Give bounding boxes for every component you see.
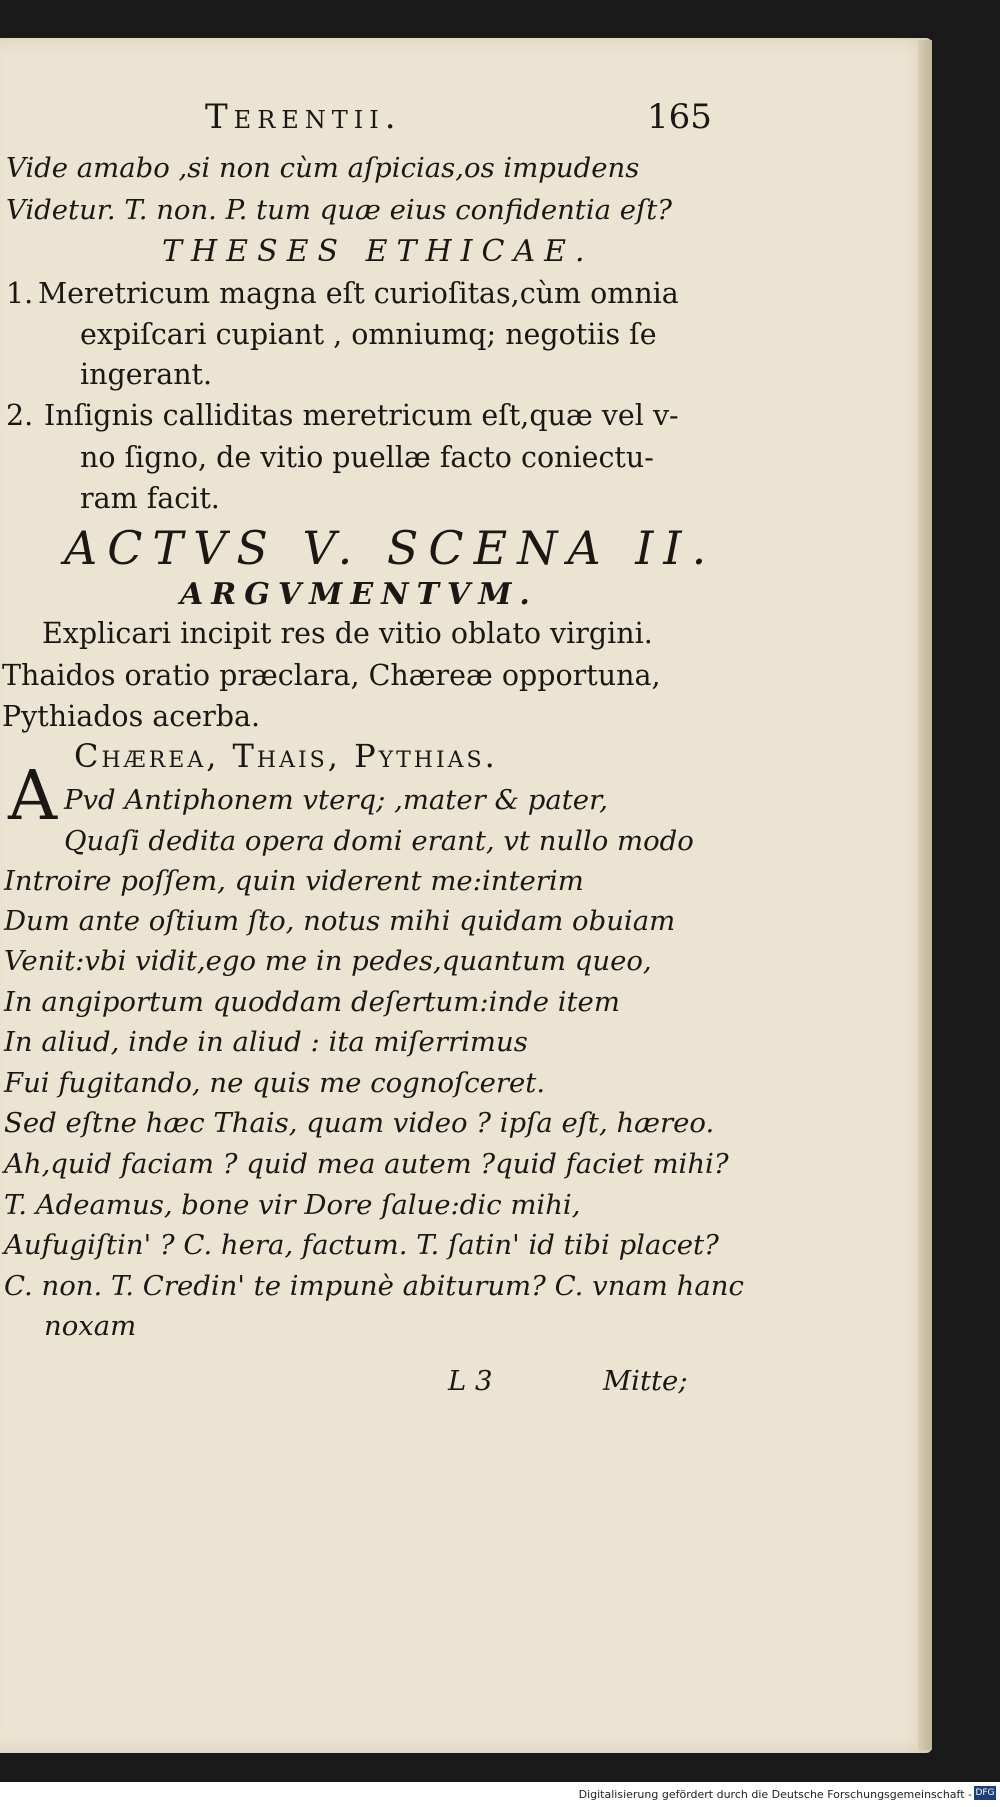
signature-mark: L 3 — [448, 1365, 493, 1397]
thesis-1-line-1: Meretricum magna eſt curioſitas,cùm omnia — [38, 277, 679, 310]
argument-line-1: Explicari incipit res de vitio oblato virgini. — [42, 617, 653, 650]
running-title: Terentii. — [205, 97, 402, 137]
verse-line-2: Quaſi dedita opera domi erant, vt nullo modo — [64, 825, 694, 857]
argument-line-2: Thaidos oratio præclara, Chæreæ opportuna, — [2, 659, 661, 692]
argument-heading: ARGVMENTVM. — [180, 577, 538, 612]
verse-line-11: T. Adeamus, bone vir Dore ſalue:dic mihi, — [4, 1189, 581, 1221]
verse-line-9: Sed eſtne hæc Thais, quam video ? ipſa eſt, hæreo. — [4, 1107, 715, 1139]
theses-heading: THESES ETHICAE. — [162, 234, 594, 269]
page-number: 165 — [647, 97, 712, 137]
verse-line-12: Aufugiſtin' ? C. hera, factum. T. ſatin' id tibi placet? — [4, 1229, 719, 1261]
verse-line-3: Introire poſſem, quin viderent me:interim — [4, 865, 584, 897]
verse-line-13: C. non. T. Credin' te impunè abiturum? C. vnam hanc — [4, 1270, 744, 1302]
verse-line-6: In angiportum quoddam deſertum:inde item — [4, 986, 620, 1018]
opening-line-1: Vide amabo ,si non cùm aſpicias,os impudens — [6, 152, 640, 184]
thesis-2-line-3: ram facit. — [80, 482, 220, 515]
dfg-logo: DFG — [975, 1788, 995, 1798]
cast-list: Chærea, Thais, Pythias. — [74, 737, 498, 775]
verse-line-10: Ah,quid faciam ? quid mea autem ?quid faciet mihi? — [4, 1148, 729, 1180]
verse-line-4: Dum ante oſtium ſto, notus mihi quidam obuiam — [4, 905, 676, 937]
act-scene-heading: ACTVS V. SCENA II. — [64, 521, 717, 575]
thesis-2-line-1: Inſignis calliditas meretricum eſt,quæ vel v- — [44, 399, 679, 432]
verse-line-7: In aliud, inde in aliud : ita miſerrimus — [4, 1026, 528, 1058]
attribution-text: Digitalisierung gefördert durch die Deutsche Forschungsgemeinschaft - — [578, 1788, 972, 1801]
thesis-1-line-2: expiſcari cupiant , omniumq; negotiis ſe — [80, 318, 657, 351]
argument-line-3: Pythiados acerba. — [2, 700, 261, 733]
verse-line-1: Pvd Antiphonem vterq; ,mater & pater, — [64, 784, 608, 816]
drop-cap: A — [8, 757, 58, 836]
page-edge — [918, 40, 932, 1750]
opening-line-2: Videtur. T. non. P. tum quæ eius confidentia eſt? — [6, 194, 673, 226]
thesis-1-line-3: ingerant. — [80, 358, 213, 391]
thesis-2-number: 2. — [6, 399, 34, 432]
thesis-2-line-2: no ſigno, de vitio puellæ facto coniectu- — [80, 441, 654, 474]
verse-line-5: Venit:vbi vidit,ego me in pedes,quantum queo, — [4, 945, 652, 977]
catchword: Mitte; — [603, 1365, 688, 1397]
thesis-1-number: 1. — [6, 277, 34, 310]
verse-line-8: Fui fugitando, ne quis me cognoſceret. — [4, 1067, 546, 1099]
verse-line-14: noxam — [44, 1310, 137, 1342]
